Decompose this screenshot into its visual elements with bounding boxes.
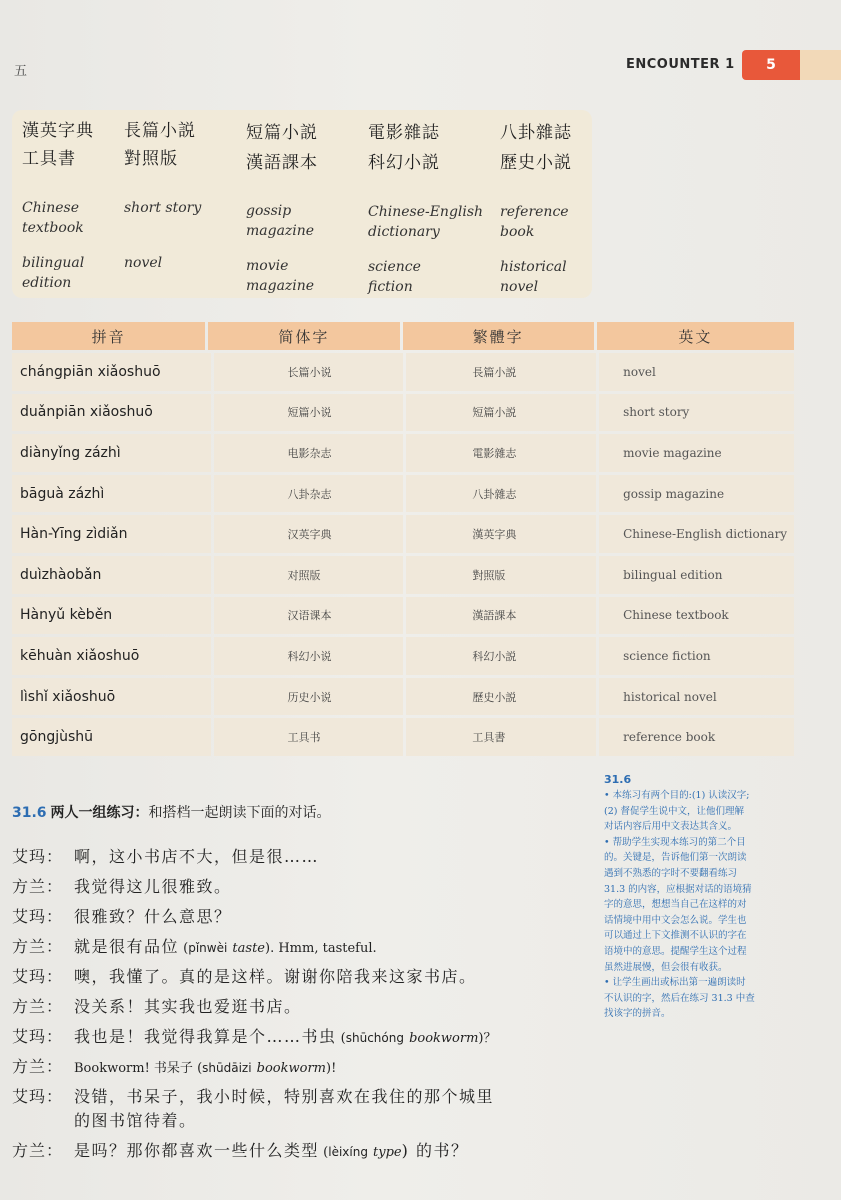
speaker: 方兰： [12, 877, 64, 896]
cell-english: gossip magazine [599, 475, 794, 513]
encounter-label: ENCOUNTER 1 [626, 57, 735, 72]
cell-simplified: 汉语课本 [214, 597, 404, 635]
cell-pinyin: kēhuàn xiǎoshuō [12, 637, 211, 675]
cell-english: novel [599, 353, 794, 391]
teacher-note-line: 遇到不熟悉的字时不要翻看练习 [604, 867, 738, 879]
word-bank-english-item: novel [124, 255, 163, 271]
cell-english: Chinese-English dictionary [599, 515, 794, 553]
pinyin-gloss: shūchóng [345, 1031, 404, 1045]
teacher-note-line: 虽然进展慢，但会很有收获。 [604, 961, 728, 973]
cell-english: Chinese textbook [599, 597, 794, 635]
line-text: 啊，这小书店不大，但是很…… [74, 847, 320, 866]
speaker: 艾玛： [12, 967, 64, 986]
word-bank-english-item: science fiction [368, 259, 421, 295]
cell-pinyin: Hàn-Yīng zìdiǎn [12, 515, 211, 553]
english-gloss: bookworm [409, 1031, 479, 1046]
word-bank-english-item: bilingual edition [22, 255, 85, 291]
cell-traditional: 漢語課本 [406, 597, 596, 635]
teacher-note-line: 的。关键是，告诉他们第一次朗读 [604, 852, 747, 864]
table-row [12, 515, 797, 553]
teacher-note-title: 31.6 [604, 773, 632, 786]
teacher-note-line: 语境中的意思。提醒学生这个过程 [604, 945, 747, 957]
exercise-title [12, 802, 331, 822]
line-text: 我也是！我觉得我算是个……书虫 [74, 1027, 337, 1046]
cell-simplified: 八卦杂志 [214, 475, 404, 513]
word-bank-chinese-item: 短篇小説 [246, 123, 318, 143]
teacher-note [604, 773, 804, 1022]
english-gloss: taste [232, 941, 265, 956]
cell-pinyin: duìzhàobǎn [12, 556, 211, 594]
page-badge-tail [800, 50, 841, 80]
dialog-line: 方兰： 是吗？那你都喜欢一些什么类型 (lèixíng type) 的书？ [12, 1138, 468, 1161]
cell-pinyin: gōngjùshū [12, 718, 211, 756]
line-text: 很雅致？什么意思？ [74, 907, 232, 926]
cell-simplified: 汉英字典 [214, 515, 404, 553]
speaker: 方兰： [12, 997, 64, 1016]
dialog-line [12, 964, 477, 987]
cell-traditional: 對照版 [406, 556, 596, 594]
exercise-instruction: 和搭档一起朗读下面的对话。 [148, 805, 331, 821]
cell-pinyin: lìshǐ xiǎoshuō [12, 678, 211, 716]
header-pinyin: 拼音 [12, 322, 205, 350]
pinyin-gloss: lèixíng [328, 1145, 368, 1159]
cell-traditional: 科幻小説 [406, 637, 596, 675]
line-text: Bookworm! 书呆子 [74, 1061, 193, 1076]
table-row [12, 434, 797, 472]
teacher-note-line: • 本练习有两个目的:(1) 认读汉字; [604, 790, 750, 801]
line-text: 是吗？那你都喜欢一些什么类型 [74, 1141, 320, 1160]
line-tail: ) 的书？ [401, 1141, 469, 1160]
word-bank-english-item: Chinese-English dictionary [368, 204, 484, 240]
speaker: 方兰： [12, 937, 64, 956]
table-row [12, 353, 797, 391]
dialog-line: 方兰： 就是很有品位 (pǐnwèi taste). Hmm, tasteful. [12, 934, 377, 957]
pinyin-gloss: pǐnwèi [188, 941, 228, 955]
cell-english: historical novel [599, 678, 794, 716]
page-number-chinese: 五 [14, 64, 28, 79]
cell-pinyin: Hànyǔ kèběn [12, 597, 211, 635]
cell-traditional: 工具書 [406, 718, 596, 756]
pinyin-gloss: shūdāizi [202, 1061, 252, 1075]
word-bank-chinese-item: 歷史小説 [500, 153, 572, 173]
dialog-line [12, 904, 232, 927]
line-text: 没关系！其实我也爱逛书店。 [74, 997, 302, 1016]
speaker: 方兰： [12, 1057, 64, 1076]
speaker: 艾玛： [12, 847, 64, 866]
speaker: 艾玛： [12, 907, 64, 926]
line-text: 噢，我懂了。真的是这样。谢谢你陪我来这家书店。 [74, 967, 477, 986]
table-row [12, 637, 797, 675]
speaker: 艾玛： [12, 1087, 64, 1106]
table-row [12, 475, 797, 513]
dialog-line [12, 1084, 494, 1107]
word-bank-english-item: historical novel [500, 259, 567, 295]
teacher-note-line: 话情境中用中文会怎么说。学生也 [604, 914, 747, 926]
word-bank-chinese-item: 工具書 [22, 149, 76, 169]
teacher-note-line: (2) 督促学生说中文，让他们理解 [604, 805, 744, 817]
word-bank-english-item: reference book [500, 204, 569, 240]
teacher-note-line: 对话内容后用中文表达其含义。 [604, 821, 738, 833]
table-row [12, 718, 797, 756]
word-bank-english-item: gossip magazine [246, 203, 315, 239]
word-bank-chinese-item: 八卦雜誌 [500, 123, 572, 143]
teacher-note-line: 找该字的拼音。 [604, 1008, 671, 1020]
cell-pinyin: chángpiān xiǎoshuō [12, 353, 211, 391]
teacher-note-line: 31.3 的内容，应根据对话的语境猜 [604, 883, 752, 895]
cell-simplified: 历史小说 [214, 678, 404, 716]
line-tail: ). Hmm, tasteful. [265, 941, 377, 956]
word-bank-chinese-item: 電影雜誌 [368, 123, 440, 143]
word-bank-chinese-item: 漢語課本 [246, 153, 318, 173]
word-bank-english-item: short story [124, 200, 202, 216]
cell-traditional: 八卦雜志 [406, 475, 596, 513]
cell-simplified: 工具书 [214, 718, 404, 756]
line-tail: )! [326, 1061, 337, 1076]
teacher-note-line: • 让学生画出或标出第一遍朗读时 [604, 977, 746, 989]
line-tail: )？ [478, 1031, 497, 1046]
cell-simplified: 长篇小说 [214, 353, 404, 391]
word-bank-chinese-item: 科幻小説 [368, 153, 440, 173]
line-text: 就是很有品位 [74, 937, 180, 956]
table-row [12, 597, 797, 635]
word-bank-english-item: Chinese textbook [22, 200, 84, 236]
dialog-line [12, 874, 232, 897]
table-row [12, 678, 797, 716]
english-gloss: bookworm [256, 1061, 327, 1076]
cell-english: reference book [599, 718, 794, 756]
teacher-note-line: 不认识的字，然后在练习 31.3 中查 [604, 992, 755, 1004]
dialog-line [12, 844, 319, 867]
line-text: 没错，书呆子，我小时候，特别喜欢在我住的那个城里 [74, 1087, 495, 1106]
word-bank-chinese-item: 長篇小説 [124, 121, 196, 141]
dialog-line [12, 1108, 197, 1131]
header-traditional: 繁體字 [403, 322, 594, 350]
cell-traditional: 電影雜志 [406, 434, 596, 472]
cell-simplified: 科幻小说 [214, 637, 404, 675]
dialog-line: 方兰： Bookworm! 书呆子 (shūdāizi bookworm)! [12, 1054, 336, 1077]
cell-traditional: 長篇小説 [406, 353, 596, 391]
word-bank [12, 110, 592, 298]
exercise-number: 31.6 [12, 805, 47, 821]
dialog-line [12, 994, 302, 1017]
cell-simplified: 对照版 [214, 556, 404, 594]
vocab-table [12, 322, 797, 756]
cell-english: science fiction [599, 637, 794, 675]
vocab-table-header [12, 322, 797, 350]
cell-english: bilingual edition [599, 556, 794, 594]
cell-pinyin: duǎnpiān xiǎoshuō [12, 394, 211, 432]
teacher-note-line: • 帮助学生实现本练习的第二个目 [604, 836, 746, 848]
cell-simplified: 短篇小说 [214, 394, 404, 432]
cell-pinyin: diànyǐng zázhì [12, 434, 211, 472]
cell-traditional: 漢英字典 [406, 515, 596, 553]
speaker: 方兰： [12, 1141, 64, 1160]
word-bank-chinese-item: 漢英字典 [22, 121, 94, 141]
cell-traditional: 歷史小説 [406, 678, 596, 716]
header-english: 英文 [597, 322, 794, 350]
teacher-note-line: 可以通过上下文推测不认识的字在 [604, 930, 747, 942]
word-bank-chinese-item: 對照版 [124, 149, 178, 169]
header-simplified: 简体字 [208, 322, 399, 350]
table-row [12, 556, 797, 594]
dialog-line: 艾玛： 我也是！我觉得我算是个……书虫 (shūchóng bookworm)？ [12, 1024, 497, 1047]
page-number-badge: 5 [742, 50, 800, 80]
cell-pinyin: bāguà zázhì [12, 475, 211, 513]
cell-traditional: 短篇小説 [406, 394, 596, 432]
teacher-note-line: 字的意思，想想当自己在这样的对 [604, 899, 747, 911]
cell-english: movie magazine [599, 434, 794, 472]
exercise-label: 两人一组练习： [50, 805, 149, 821]
english-gloss: type [373, 1145, 402, 1160]
line-text: 的图书馆待着。 [74, 1111, 197, 1130]
cell-simplified: 电影杂志 [214, 434, 404, 472]
cell-english: short story [599, 394, 794, 432]
speaker: 艾玛： [12, 1027, 64, 1046]
line-text: 我觉得这儿很雅致。 [74, 877, 232, 896]
table-row [12, 394, 797, 432]
word-bank-english-item: movie magazine [246, 258, 315, 294]
